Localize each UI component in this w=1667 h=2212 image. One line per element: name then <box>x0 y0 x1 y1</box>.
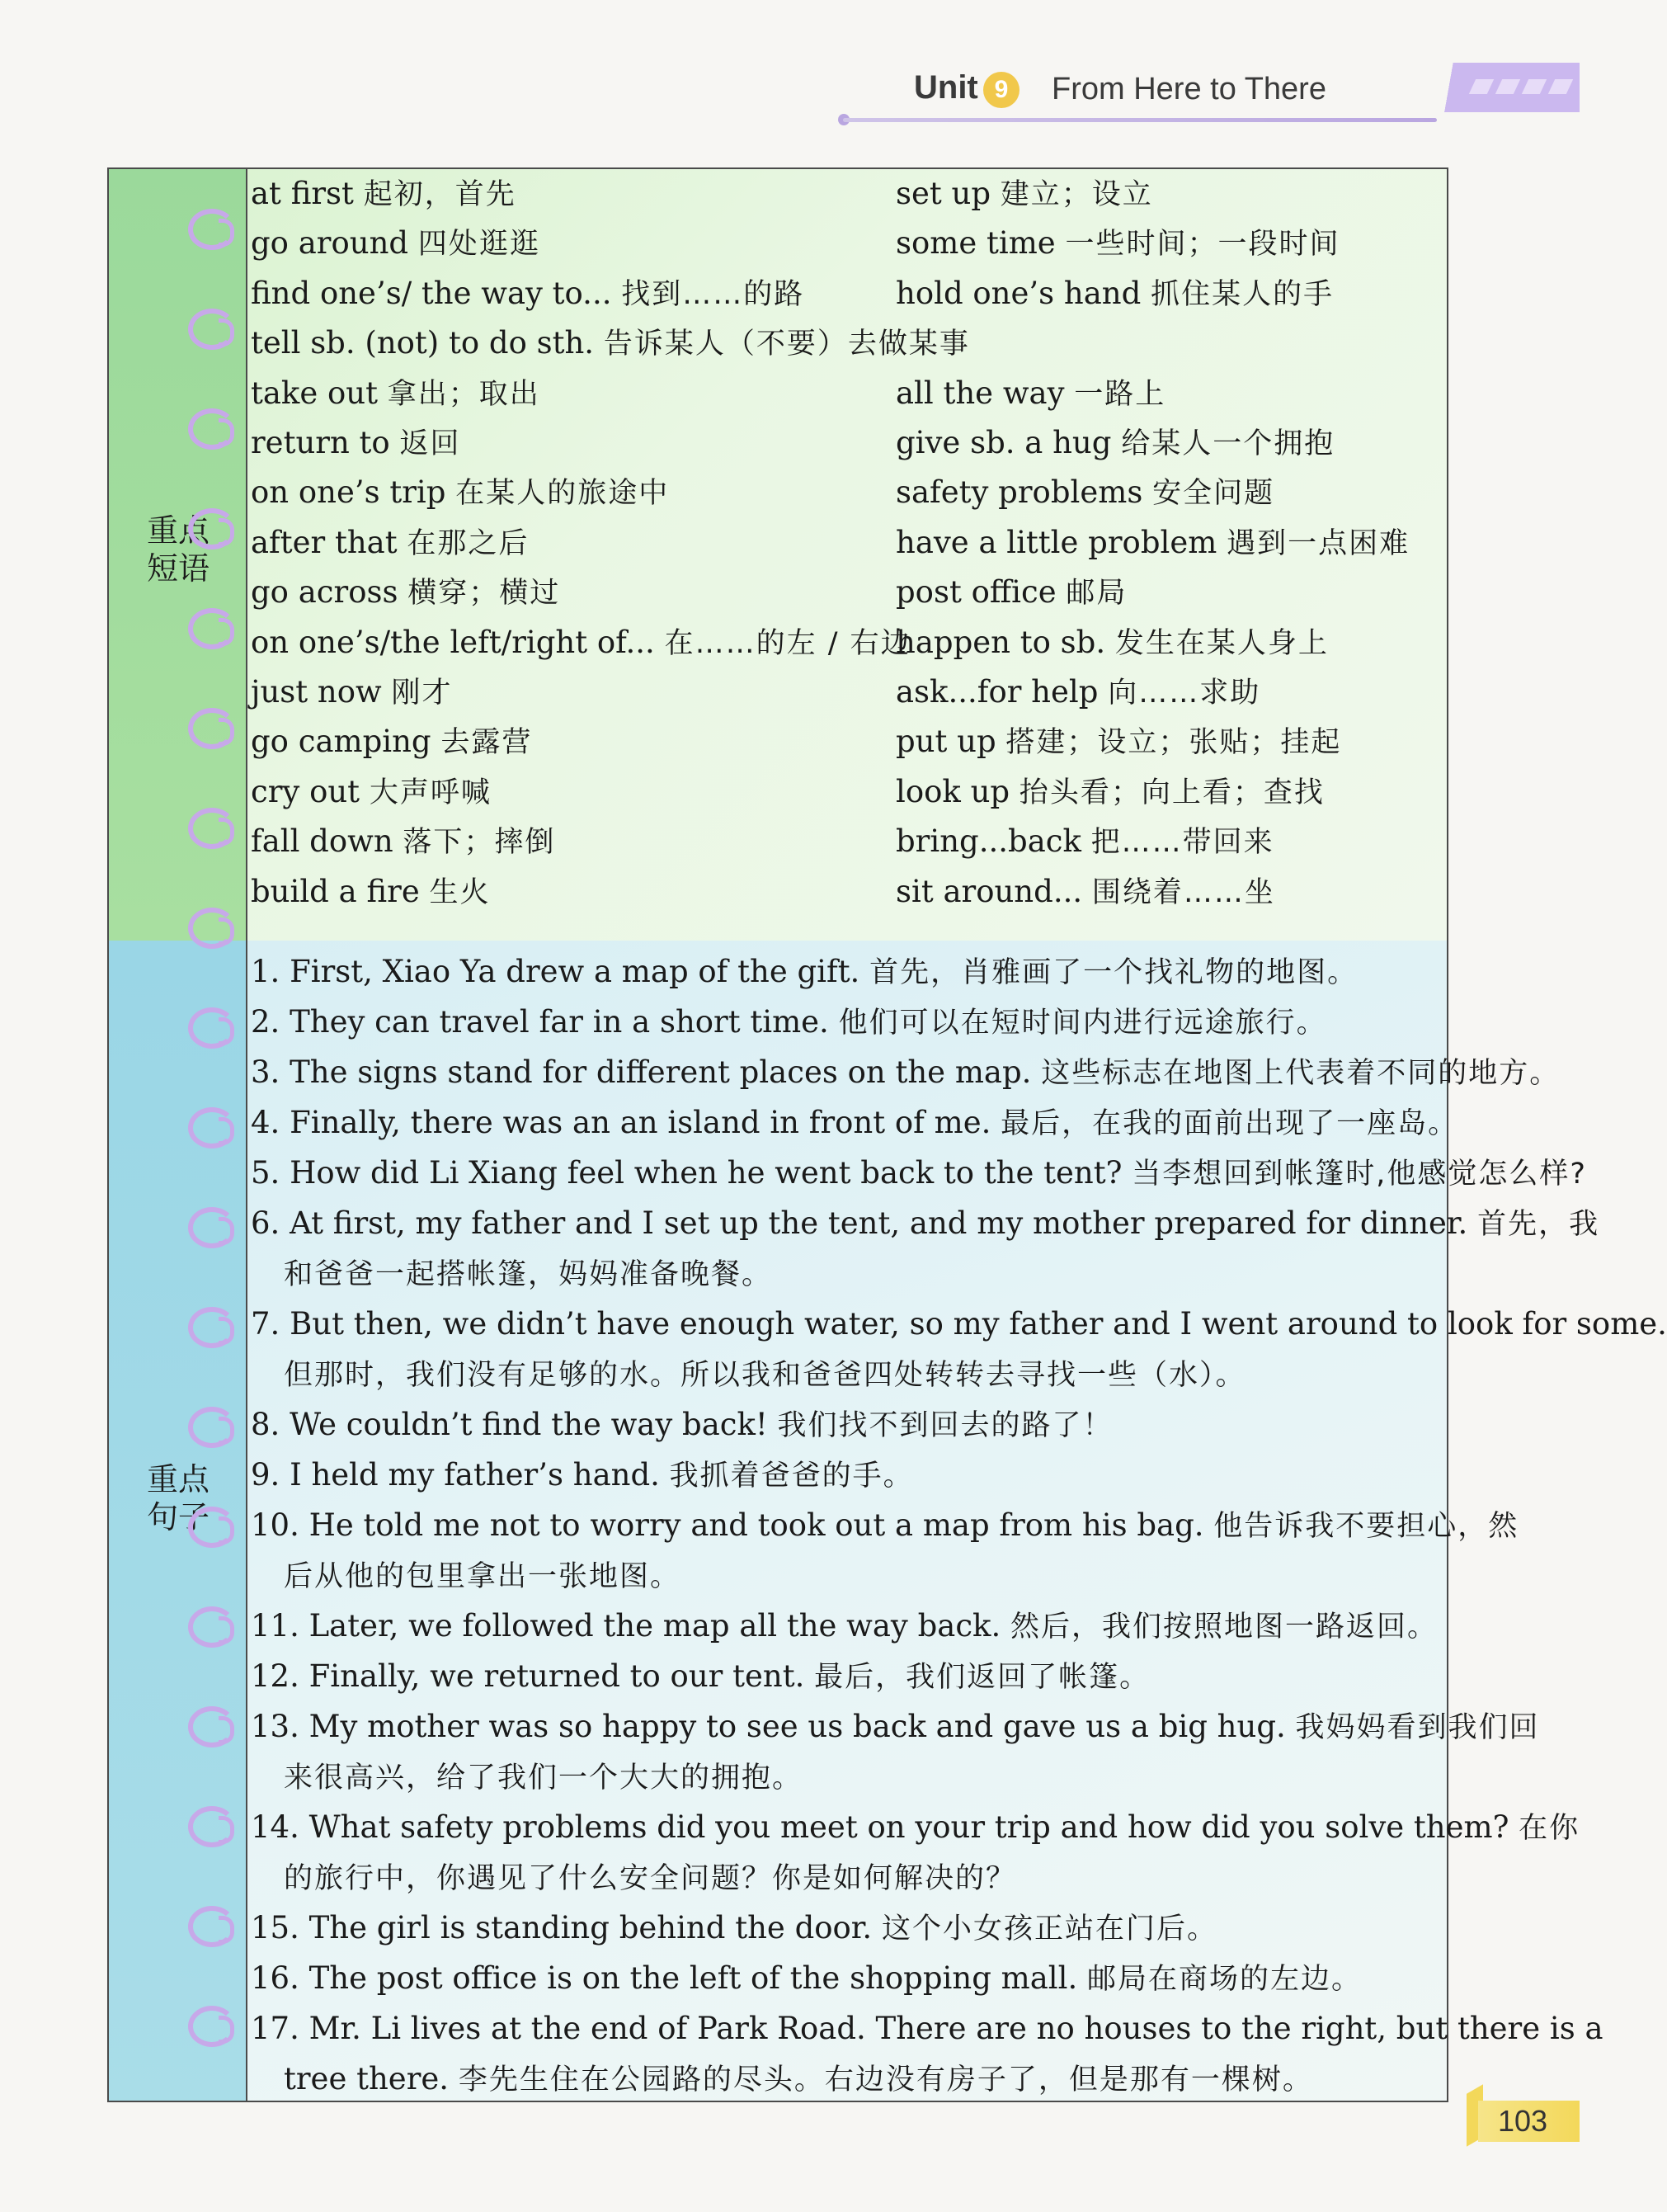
phrase-chinese: 向……求助 <box>1108 677 1261 710</box>
sentence-chinese: 李先生住在公园路的尽头。右边没有房子了，但是那有一棵树。 <box>458 2063 1313 2096</box>
spiral-ring-icon <box>188 1806 236 1847</box>
phrase-english: at first <box>251 176 364 211</box>
sentence-english: 9. I held my father’s hand. <box>251 1457 670 1493</box>
phrase-english: take out <box>251 375 388 411</box>
sentence-chinese: 邮局在商场的左边。 <box>1086 1963 1362 1996</box>
phrases-label: 重点 短语 <box>146 512 210 587</box>
phrase-item <box>896 418 1335 469</box>
phrase-english: look up <box>896 773 1020 809</box>
spiral-ring-icon <box>188 1706 236 1747</box>
header-rule <box>843 118 1437 122</box>
phrase-item <box>251 518 529 568</box>
sentence-english: 16. The post office is on the left of the shopping mall. <box>251 1960 1087 1996</box>
sentence-chinese: 的旅行中，你遇见了什么安全问题？你是如何解决的？ <box>284 1862 1017 1895</box>
phrase-item <box>896 867 1275 917</box>
phrase-english: tell sb. (not) to do sth. <box>251 325 604 361</box>
sentence-item <box>251 1148 1587 1199</box>
sentence-english: 17. Mr. Li lives at the end of Park Road. There are no houses to the right, but there is a <box>251 2011 1603 2046</box>
sentence-item <box>251 947 1439 998</box>
spiral-ring-icon <box>188 508 236 549</box>
sentence-chinese: 首先，我 <box>1477 1208 1600 1241</box>
sentence-chinese: 我们找不到回去的路了！ <box>777 1409 1114 1442</box>
sentence-item <box>251 2004 1603 2054</box>
spiral-ring-icon <box>188 1407 236 1448</box>
sentence-continuation <box>251 1853 1439 1903</box>
sentence-item <box>251 998 1439 1048</box>
sentence-continuation <box>251 1350 1439 1400</box>
phrase-chinese: 大声呼喊 <box>369 776 492 809</box>
sentence-chinese: 在你 <box>1519 1812 1580 1845</box>
header-decoration <box>1431 63 1580 112</box>
phrase-chinese: 抬头看；向上看；查找 <box>1019 776 1325 809</box>
sentence-chinese: 最后，在我的面前出现了一座岛。 <box>1001 1107 1459 1140</box>
phrase-item <box>896 618 1329 668</box>
sentence-item <box>251 1903 1439 1954</box>
sentence-english: 13. My mother was so happy to see us back and gave us a big hug. <box>251 1709 1296 1744</box>
sentence-chinese: 当李想回到帐篷时,他感觉怎么样? <box>1132 1158 1587 1191</box>
sentence-item <box>251 1098 1459 1148</box>
phrase-english: safety problems <box>896 474 1153 511</box>
phrase-english: go around <box>251 225 418 262</box>
phrase-chinese: 找到……的路 <box>621 277 805 311</box>
phrase-item <box>896 717 1341 767</box>
sentence-continuation <box>251 1551 1439 1601</box>
sentence-item <box>251 1702 1540 1752</box>
sentence-english: 14. What safety problems did you meet on your trip and how did you solve them? <box>251 1809 1519 1845</box>
page-header <box>0 0 1580 140</box>
phrase-item <box>896 518 1410 568</box>
phrase-english: sit around... <box>896 873 1092 909</box>
phrase-item <box>896 219 1340 269</box>
sentence-chinese: 我抓着爸爸的手。 <box>669 1460 914 1493</box>
sentence-chinese: 他告诉我不要担心，然 <box>1213 1510 1519 1543</box>
phrase-english: build a fire <box>251 873 430 909</box>
sentence-item <box>251 1954 1439 2004</box>
vocabulary-table <box>107 167 1667 2102</box>
sentence-chinese: 来很高兴，给了我们一个大大的拥抱。 <box>284 1762 803 1795</box>
sentence-chinese: 然后，我们按照地图一路返回。 <box>1010 1611 1439 1644</box>
phrase-chinese: 落下；摔倒 <box>403 826 556 860</box>
phrase-english: post office <box>896 574 1067 611</box>
sentence-chinese: 这些标志在地图上代表着不同的地方。 <box>1041 1057 1561 1090</box>
phrase-item <box>251 667 452 718</box>
sentence-continuation <box>251 2054 1439 2105</box>
spiral-ring-icon <box>188 408 236 450</box>
phrase-chinese: 告诉某人（不要）去做某事 <box>603 328 970 361</box>
sentence-english: 2. They can travel far in a short time. <box>251 1004 839 1040</box>
sentence-chinese: 他们可以在短时间内进行远途旅行。 <box>838 1007 1327 1040</box>
phrase-chinese: 发生在某人身上 <box>1114 626 1329 660</box>
phrase-item <box>896 269 1334 319</box>
phrase-english: go camping <box>251 724 441 760</box>
phrase-english: return to <box>251 425 400 460</box>
phrase-item <box>251 318 970 369</box>
phrase-english: set up <box>896 176 1001 211</box>
phrase-item <box>251 618 911 668</box>
spiral-ring-icon <box>188 1207 236 1248</box>
phrase-item <box>251 867 491 917</box>
phrase-chinese: 抓住某人的手 <box>1151 277 1335 311</box>
spiral-ring-icon <box>188 1606 236 1648</box>
phrase-english: all the way <box>896 375 1075 411</box>
sentence-chinese: 这个小女孩正站在门后。 <box>881 1913 1217 1946</box>
phrase-item <box>251 219 540 269</box>
phrase-english: just now <box>251 674 392 710</box>
phrase-chinese: 去露营 <box>440 726 533 760</box>
phrase-english: on one’s trip <box>251 474 456 511</box>
phrase-chinese: 遇到一点困难 <box>1227 526 1410 560</box>
sentence-chinese: 我妈妈看到我们回 <box>1295 1711 1540 1744</box>
phrase-item <box>251 418 460 469</box>
sentence-chinese: 最后，我们返回了帐篷。 <box>814 1661 1151 1694</box>
phrase-english: find one’s/ the way to... <box>251 275 622 311</box>
sentence-english: 12. Finally, we returned to our tent. <box>251 1658 815 1694</box>
phrase-item <box>896 568 1127 618</box>
sentence-english: 15. The girl is standing behind the door. <box>251 1910 882 1946</box>
phrase-chinese: 搭建；设立；张贴；挂起 <box>1005 726 1342 760</box>
sentence-english: tree there. <box>284 2061 459 2096</box>
phrase-english: fall down <box>251 823 403 860</box>
spiral-ring-icon <box>188 1307 236 1348</box>
spiral-ring-icon <box>188 1107 236 1148</box>
phrase-chinese: 拿出；取出 <box>387 377 540 411</box>
phrase-english: give sb. a hug <box>896 425 1122 460</box>
phrase-item <box>251 468 669 518</box>
phrase-item <box>251 169 516 219</box>
unit-number-badge: 9 <box>983 72 1020 108</box>
sentence-english: 7. But then, we didn’t have enough water, so my father and I went around to look for some. <box>251 1306 1667 1342</box>
phrase-item <box>896 169 1153 219</box>
unit-label: Unit <box>914 69 978 106</box>
phrase-item <box>896 468 1274 518</box>
phrase-english: some time <box>896 225 1066 262</box>
sentence-chinese: 但那时，我们没有足够的水。所以我和爸爸四处转转去寻找一些（水）。 <box>284 1359 1246 1392</box>
spiral-ring-icon <box>188 309 236 350</box>
sentences-list <box>251 947 1667 2105</box>
sentence-continuation <box>251 1752 1439 1803</box>
sentence-chinese: 后从他的包里拿出一张地图。 <box>284 1560 681 1593</box>
unit-title: From Here to There <box>1052 72 1326 106</box>
spiral-ring-icon <box>188 209 236 250</box>
spiral-ring-icon <box>188 908 236 949</box>
sentence-english: 3. The signs stand for different places on the map. <box>251 1054 1042 1090</box>
phrase-chinese: 邮局 <box>1066 577 1128 611</box>
phrase-item <box>251 568 560 618</box>
key-phrases-section <box>109 169 1447 942</box>
phrase-item <box>896 767 1325 818</box>
spiral-ring-icon <box>188 708 236 749</box>
sentences-label: 重点 句子 <box>146 1461 210 1535</box>
phrase-item <box>251 817 555 867</box>
phrase-chinese: 建立；设立 <box>1000 178 1153 211</box>
page-number: 103 <box>1478 2101 1580 2142</box>
key-sentences-section <box>109 941 1667 2101</box>
phrase-english: bring...back <box>896 823 1091 860</box>
phrase-english: after that <box>251 524 407 560</box>
phrase-chinese: 横穿；横过 <box>407 577 561 611</box>
sentence-english: 1. First, Xiao Ya drew a map of the gift. <box>251 954 870 989</box>
spiral-ring-icon <box>188 808 236 849</box>
sentence-item <box>251 1652 1439 1702</box>
sentence-item <box>251 1299 1667 1350</box>
phrase-chinese: 返回 <box>399 427 461 460</box>
sentence-english: 10. He told me not to worry and took out a map from his bag. <box>251 1507 1214 1543</box>
phrase-chinese: 一些时间；一段时间 <box>1065 228 1340 262</box>
spiral-ring-icon <box>188 1007 236 1049</box>
sentence-item <box>251 1048 1561 1098</box>
phrase-english: happen to sb. <box>896 624 1115 660</box>
phrase-chinese: 围绕着……坐 <box>1091 875 1275 909</box>
sentence-english: 8. We couldn’t find the way back! <box>251 1407 778 1442</box>
phrase-item <box>251 369 540 419</box>
phrase-chinese: 把……带回来 <box>1090 826 1274 860</box>
sentence-english: 4. Finally, there was an an island in front of me. <box>251 1105 1001 1140</box>
phrase-chinese: 在……的左 / 右边 <box>664 626 911 660</box>
spiral-ring-icon <box>188 1507 236 1548</box>
phrase-english: ask...for help <box>896 674 1109 710</box>
sentence-item <box>251 1601 1439 1652</box>
sentence-item <box>251 1803 1580 1853</box>
phrase-english: cry out <box>251 773 370 809</box>
phrase-chinese: 安全问题 <box>1152 477 1275 511</box>
spiral-ring-icon <box>188 608 236 649</box>
phrase-item <box>251 269 804 319</box>
phrase-item <box>896 817 1274 867</box>
phrase-english: have a little problem <box>896 524 1227 560</box>
phrase-chinese: 在那之后 <box>407 526 530 560</box>
phrase-chinese: 生火 <box>429 875 491 909</box>
phrase-chinese: 刚才 <box>391 677 453 710</box>
phrase-chinese: 在某人的旅途中 <box>455 477 670 511</box>
spiral-ring-icon <box>188 2006 236 2047</box>
phrase-english: go across <box>251 574 408 611</box>
phrase-item <box>251 717 532 767</box>
phrase-english: hold one’s hand <box>896 275 1151 311</box>
sentence-chinese: 首先，肖雅画了一个找礼物的地图。 <box>869 956 1359 989</box>
phrase-chinese: 起初，首先 <box>363 178 516 211</box>
sentence-english: 5. How did Li Xiang feel when he went back to the tent? <box>251 1155 1133 1191</box>
phrase-item <box>896 667 1260 718</box>
phrase-chinese: 给某人一个拥抱 <box>1121 427 1335 460</box>
phrase-item <box>251 767 492 818</box>
sentence-english: 6. At first, my father and I set up the tent, and my mother prepared for dinner. <box>251 1205 1478 1241</box>
sentence-chinese: 和爸爸一起搭帐篷，妈妈准备晚餐。 <box>284 1258 773 1291</box>
phrase-chinese: 四处逛逛 <box>417 228 540 262</box>
phrase-english: on one’s/the left/right of... <box>251 624 665 660</box>
phrase-english: put up <box>896 724 1006 760</box>
sentence-english: 11. Later, we followed the map all the way back. <box>251 1608 1010 1644</box>
sentence-item <box>251 1450 1439 1501</box>
spiral-ring-icon <box>188 1906 236 1947</box>
phrase-item <box>896 369 1165 419</box>
sentence-continuation <box>251 1249 1439 1299</box>
sentence-item <box>251 1199 1600 1249</box>
phrase-chinese: 一路上 <box>1074 377 1166 411</box>
sentence-item <box>251 1400 1439 1450</box>
sentence-item <box>251 1501 1519 1551</box>
